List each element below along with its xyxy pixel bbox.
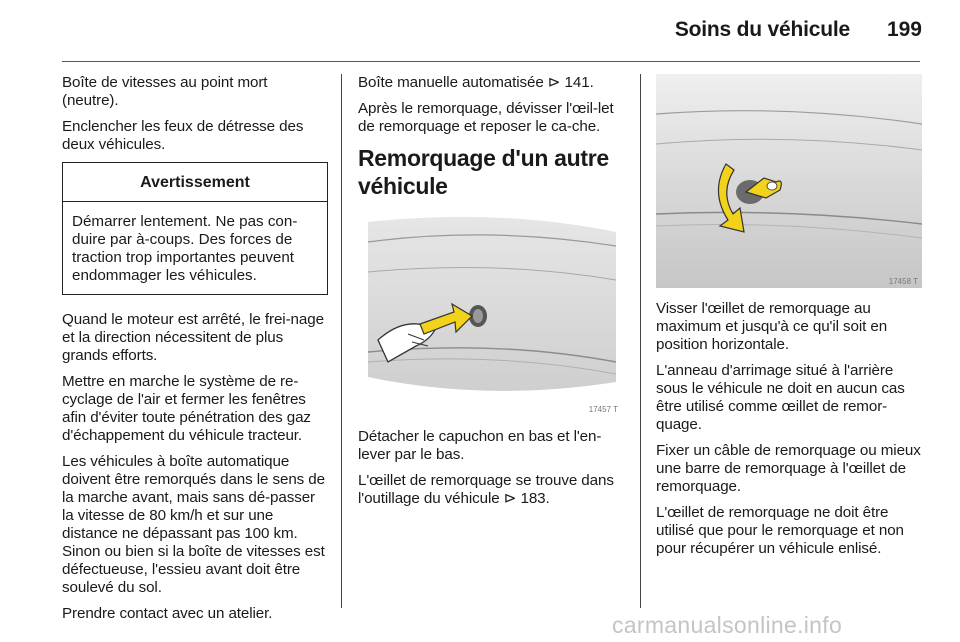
section-heading: Remorquage d'un autre véhicule	[358, 145, 609, 199]
watermark: carmanualsonline.info	[612, 612, 843, 638]
header-divider	[62, 61, 920, 62]
paragraph-contact-workshop: Prendre contact avec un atelier.	[62, 605, 273, 622]
paragraph-hazard-lights: Enclencher les feux de détresse des deux véhicules.	[62, 118, 304, 153]
column-divider-2	[640, 74, 641, 608]
column-divider-1	[341, 74, 342, 608]
paragraph-tie-down-ring: L'anneau d'arrimage situé à l'arrière sous le véhicule ne doit en aucun cas être utilisé comme œillet de remor-quage.	[656, 362, 905, 433]
paragraph-air-recirculation: Mettre en marche le système de re-cyclage de l'air et fermer les fenêtres afin d'éviter toute pénétration des gaz d'échappement du véhicule tracteur.	[62, 373, 311, 444]
warning-title: Avertissement	[63, 163, 327, 202]
column-2	[358, 74, 624, 516]
figure-id: 17457 T	[588, 405, 618, 414]
paragraph-tow-rope: Fixer un câble de remorquage ou mieux une barre de remorquage à l'œillet de remorquage.	[656, 442, 921, 495]
paragraph-tool-kit: L'œillet de remorquage se trouve dans l'outillage du véhicule ⊳ 183.	[358, 472, 614, 507]
paragraph-tow-eye-usage: L'œillet de remorquage ne doit être utilisé que pour le remorquage et non pour récupérer un véhicule enlisé.	[656, 504, 904, 557]
column-3	[656, 74, 926, 566]
paragraph-detach-cap: Détacher le capuchon en bas et l'en-lever par le bas.	[358, 428, 602, 463]
paragraph-neutral-gear: Boîte de vitesses au point mort (neutre).	[62, 74, 268, 109]
paragraph-after-towing: Après le remorquage, dévisser l'œil-let de remorquage et reposer le ca-che.	[358, 100, 614, 135]
page-title: Soins du véhicule	[674, 18, 850, 41]
figure-screw-eye	[656, 74, 922, 288]
warning-body: Démarrer lentement. Ne pas con-duire par à-coups. Des forces de traction trop importantes peuvent endommager les véhicules.	[72, 213, 298, 284]
warning-box	[62, 162, 328, 295]
figure-id: 17458 T	[888, 277, 918, 286]
paragraph-automated-manual: Boîte manuelle automatisée ⊳ 141.	[358, 74, 594, 91]
paragraph-screw-eye: Visser l'œillet de remorquage au maximum et jusqu'à ce qu'il soit en position horizontale.	[656, 300, 888, 353]
figure-remove-cap	[358, 212, 622, 416]
column-1	[62, 74, 328, 631]
paragraph-automatic-gearbox: Les véhicules à boîte automatique doivent être remorqués dans le sens de la marche avant, mais sans dé-passer la vitesse de 80 km/h et sur une distance ne dépassant pas 100 km. Sinon ou bien si la boîte de vitesses est défectueuse, l'essieu avant doit être soulevé du sol.	[62, 453, 325, 596]
page-number: 199	[886, 18, 922, 41]
bumper-cap-illustration	[358, 212, 622, 416]
tow-eye-illustration	[656, 74, 922, 288]
paragraph-engine-off: Quand le moteur est arrêté, le frei-nage et la direction nécessitent de plus grands efforts.	[62, 311, 324, 364]
